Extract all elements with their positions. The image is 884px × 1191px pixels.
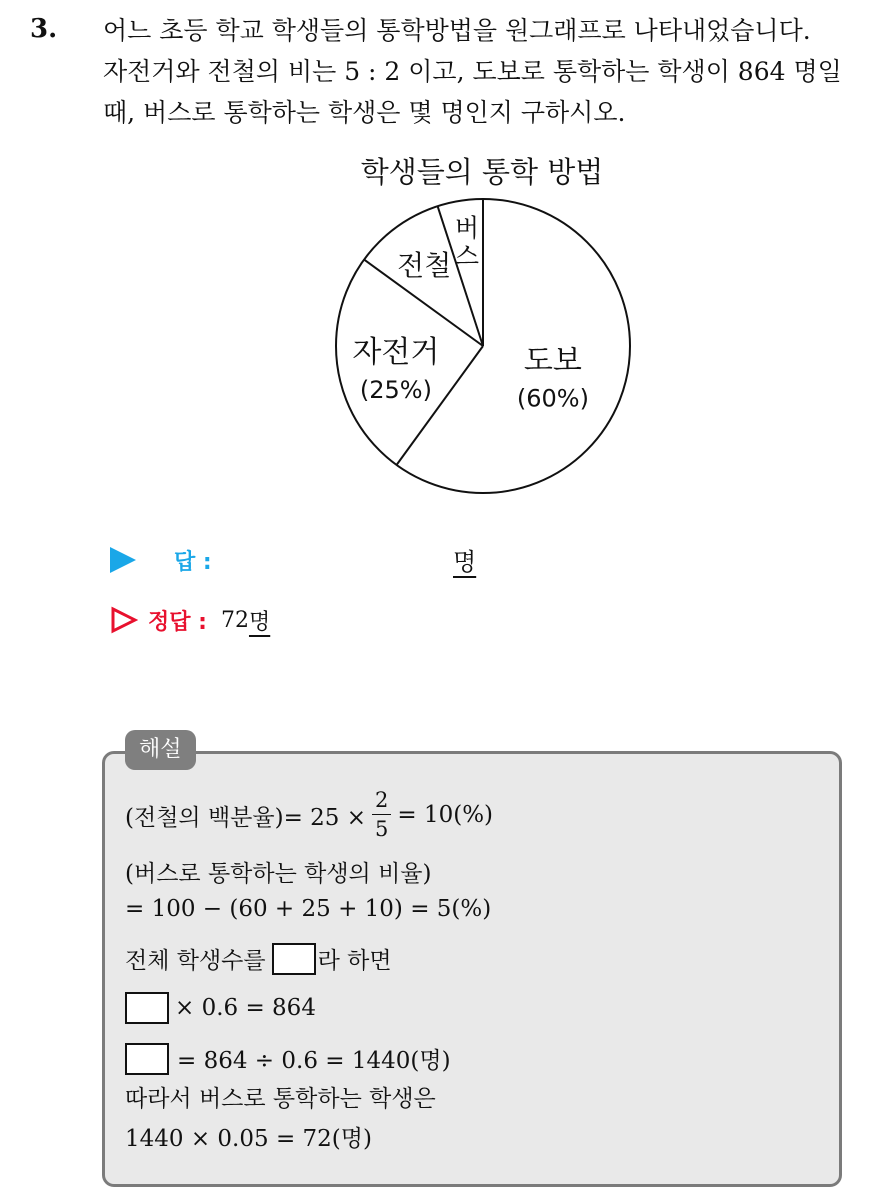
chart-title: 학생들의 통학 방법 xyxy=(360,155,604,189)
solution-tab: 해설 xyxy=(125,730,196,770)
solution-text: 라 하면 xyxy=(317,948,392,974)
answer-unit[interactable]: 명 xyxy=(453,548,477,576)
solution-line-4 xyxy=(125,942,392,975)
fraction xyxy=(372,790,391,840)
solution-text: × 0.6 = 864 xyxy=(175,995,316,1021)
question-text xyxy=(103,10,873,133)
solution-line-2: (버스로 통학하는 학생의 비율) xyxy=(125,861,432,887)
question-number: 3. xyxy=(30,14,58,44)
fraction-numerator: 2 xyxy=(372,790,391,815)
correct-label: 정답 : xyxy=(148,609,207,635)
solution-line-1 xyxy=(125,790,493,840)
blank-box xyxy=(272,943,316,975)
pie-percent-bicycle: (25%) xyxy=(359,375,432,404)
solution-line-3: = 100 − (60 + 25 + 10) = 5(%) xyxy=(125,896,492,922)
pie-label-bicycle: 자전거 xyxy=(352,334,440,370)
solution-text: (전철의 백분율)= 25 × xyxy=(125,804,366,831)
solution-text: = 864 ÷ 0.6 = 1440(명) xyxy=(177,1048,451,1074)
pie-label-subway: 전철 xyxy=(397,249,452,283)
solution-text: = 10(%) xyxy=(397,802,494,828)
blank-box xyxy=(125,992,169,1024)
outline-triangle-icon xyxy=(110,606,138,634)
play-triangle-icon xyxy=(110,547,136,573)
answer-row xyxy=(110,540,212,580)
pie-label-bus-char: 스 xyxy=(454,241,480,271)
question-line: 때, 버스로 통학하는 학생은 몇 명인지 구하시오. xyxy=(103,98,626,127)
pie-label-bus-char: 버 xyxy=(454,213,480,243)
pie-chart xyxy=(330,196,636,502)
fraction-denominator: 5 xyxy=(375,817,389,841)
pie-label-walk: 도보 xyxy=(523,343,582,379)
pie-percent-walk: (60%) xyxy=(516,384,589,413)
solution-text: 전체 학생수를 xyxy=(125,948,266,974)
correct-value: 72 xyxy=(220,607,249,633)
solution-line-5 xyxy=(125,992,316,1024)
correct-answer-row xyxy=(110,600,270,640)
answer-label: 답 : xyxy=(174,549,212,575)
question-line: 자전거와 전철의 비는 5 : 2 이고, 도보로 통학하는 학생이 864 명일 xyxy=(103,57,842,86)
solution-line-7: 따라서 버스로 통학하는 학생은 xyxy=(125,1086,436,1112)
correct-unit: 명 xyxy=(248,609,271,635)
solution-line-6 xyxy=(125,1042,451,1075)
solution-line-8: 1440 × 0.05 = 72(명) xyxy=(125,1126,372,1152)
blank-box xyxy=(125,1043,169,1075)
question-line: 어느 초등 학교 학생들의 통학방법을 원그래프로 나타내었습니다. xyxy=(103,16,811,45)
